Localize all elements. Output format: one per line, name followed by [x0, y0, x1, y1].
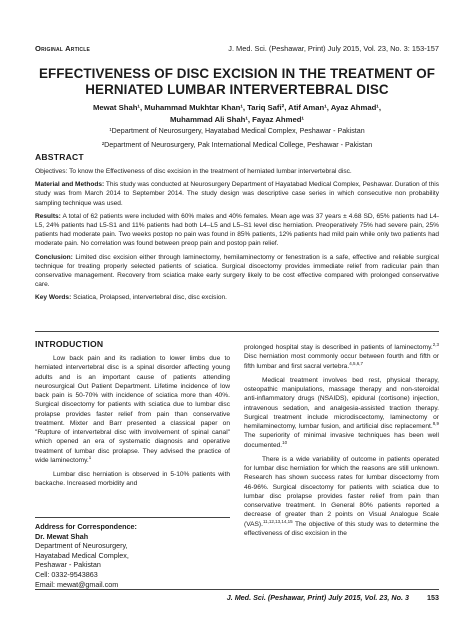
correspondence-name: Dr. Mewat Shah — [35, 531, 89, 541]
correspondence-email: Email: mewat@gmail.com — [35, 579, 119, 589]
results-label: Results: — [35, 212, 61, 220]
abstract-results — [35, 212, 439, 249]
citation-ref: 4,5,6,7 — [349, 360, 363, 366]
affiliation-2: ²Department of Neurosurgery, Pak International Medical College, Peshawar - Pakistan — [101, 141, 373, 149]
correspondence-city: Peshawar - Pakistan — [35, 560, 101, 570]
results-text: A total of 62 patients were included with 60% males and 40% females. Mean age was 37 years ± 4.68 SD, 65% patients had L4-L5, 24% patients had L5-S1 and 11% patients had both L4–L5 and L5–S1 level disc herniation. Preoperatively 75% had severe pain, 25% patients had moderate pain. Two weeks postop no pain was found in 85% patients, 12% patients had mild pain while only two patients had moderate pain. No correlation was found between preop pain and postop pain relief. — [35, 212, 439, 248]
authors-line-2: Muhammad Ali Shah¹, Fayaz Ahmed¹ — [170, 115, 304, 124]
correspondence-cell: Cell: 0332-9543863 — [35, 569, 98, 579]
intro-paragraph-2-continued: prolonged hospital stay is described in patients of laminectomy.$^{2,3}$ Disc herniation most commonly occur between fourth and fifth or fifth lumbar and first sacral vertebra.$^{4,5,6,7}$ — [244, 341, 439, 370]
conclusion-text: Limited disc excision either through laminectomy, hemilaminectomy or fenestration is a safe, effective and reliable surgical technique for treating properly selected patients of sciatica. Surgical discectomy provides immediate relief from radicular pain than conservative management. Recovery from sciatica make early surgery likely to be cost effective compared with prolonged conservative care. — [35, 253, 439, 289]
page-footer — [227, 593, 439, 602]
correspondence-heading: Address for Correspondence: — [35, 522, 137, 531]
abstract-section — [35, 152, 439, 307]
keywords-label: Key Words: — [35, 294, 72, 302]
citation-ref: 8,9 — [432, 420, 439, 426]
citation-ref: 1 — [88, 454, 92, 460]
correspondence-dept: Department of Neurosurgery, — [35, 541, 128, 551]
correspondence-institution: Hayatabad Medical Complex, — [35, 550, 129, 560]
methods-label: Material and Methods: — [35, 181, 105, 189]
correspondence-box — [35, 517, 230, 589]
abstract-methods — [35, 180, 439, 208]
right-column — [244, 343, 439, 543]
citation-ref: 11,12,13,14,15 — [262, 518, 293, 524]
journal-citation: J. Med. Sci. (Peshawar, Print) July 2015, Vol. 23, No. 3: 153-157 — [228, 44, 439, 53]
intro-paragraph-3: Medical treatment involves bed rest, physical therapy, osteopathic manipulations, massage therapy and non-steroidal anti-inflammatory drugs (NSAIDS), epidural (cortisone) injection, intravenous sedation, and analgesia-assisted traction therapy. Surgical treatment include microdiscectomy, laminectomy or hemilaminectomy, lumbar fusion, and artificial disc replacement.$^{8,9}$ The superiority of minimal invasive techniques has been well documented.$^{10}$ — [244, 376, 439, 449]
article-type: Original Article — [35, 44, 91, 53]
running-header — [35, 44, 439, 56]
article-title — [24, 66, 450, 98]
intro-paragraph-2: Lumbar disc herniation is observed in 5-10% patients with backache. Increased morbidity and — [35, 471, 230, 488]
page-number: 153 — [427, 593, 439, 602]
left-column — [35, 339, 230, 494]
conclusion-label: Conclusion: — [35, 253, 73, 261]
footer-divider — [35, 589, 439, 590]
authors-line-1: Mewat Shah¹, Muhammad Mukhtar Khan¹, Tariq Safi², Atif Aman¹, Ayaz Ahmad¹, — [92, 103, 381, 112]
citation-ref: 10 — [282, 439, 288, 445]
abstract-keywords — [35, 293, 439, 302]
section-divider — [35, 331, 439, 332]
methods-text: This study was conducted at Neurosurgery Department of Hayatabad Medical Complex, Peshawar. Duration of this study was from March 2014 to September 2014. The study design was descriptive case series in which consecutive non probability sampling technique was used. — [35, 181, 439, 207]
title-line-1: EFFECTIVENESS OF DISC EXCISION IN THE TREATMENT OF — [38, 66, 436, 81]
abstract-conclusion — [35, 253, 439, 290]
footer-journal: J. Med. Sci. (Peshawar, Print) July 2015, Vol. 23, No. 3 — [226, 593, 409, 602]
title-line-2: HERNIATED LUMBAR INTERVERTEBRAL DISC — [85, 82, 389, 97]
abstract-objectives: Objectives: To know the Effectiveness of disc excision in the treatment of herniated lumbar intervertebral disc. — [35, 168, 352, 175]
abstract-heading: ABSTRACT — [35, 152, 84, 162]
citation-ref: 2,3 — [432, 341, 439, 347]
intro-paragraph-4: There is a wide variability of outcome in patients operated for lumbar disc herniation for which the reasons are still unknown. Research has shown success rates for lumbar discectomy from 46-96%. Surgical discectomy for patients with sciatica due to lumbar disc prolapse provides faster relief from pain than conservative treatment. In General 80% patients reported a decrease of greater than 2 points on Visual Analogue Scale (VAS).$^{11,12,13,14,15}$ The objective of this study was to determine the effectiveness of disc excision in the — [244, 455, 439, 537]
author-list — [40, 102, 434, 126]
introduction-heading: INTRODUCTION — [35, 339, 104, 349]
intro-paragraph-1: Low back pain and its radiation to lower limbs due to herniated intervertebral disc is a spinal disorder affecting young adults and is an important cause of patients attending neurosurgical Out Patient Department. Lifetime incidence of low back pain is 50-70% with incidence of sciatica more than 40%. Surgical discectomy for patients with sciatica due to lumbar disc prolapse provides faster relief from pain than conservative treatment. Mixter and Barr presented a classical paper on "Rupture of intervertebral disc with involvement of spinal canal" which opened an era of systematic diagnosis and operative treatment of lumbar disc prolapse. They advised the practice of wide laminectomy.$^1$ — [35, 355, 230, 464]
affiliation-1: ¹Department of Neurosurgery, Hayatabad Medical Complex, Peshawar - Pakistan — [109, 127, 365, 135]
keywords-text: Sciatica, Prolapsed, intervertebral disc, disc excision. — [71, 294, 228, 302]
